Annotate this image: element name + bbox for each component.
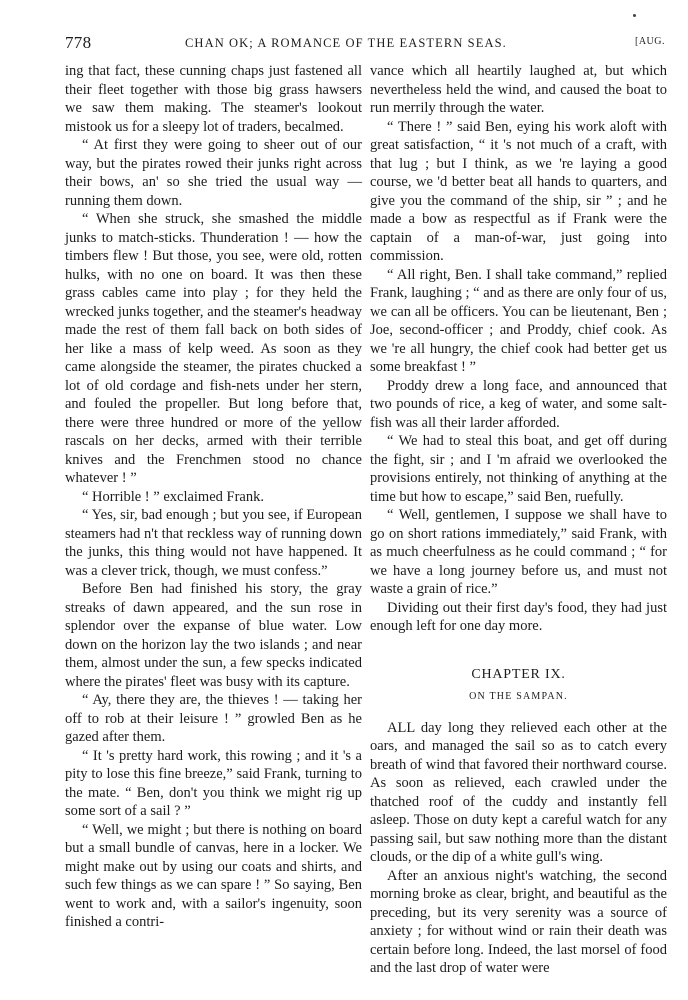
right-column — [370, 62, 667, 978]
chapter-subtitle: ON THE SAMPAN. — [469, 691, 568, 702]
paragraph: Dividing out their first day's food, they had just enough left for one day more. — [370, 599, 667, 634]
paragraph: vance which all heartily laughed at, but which nevertheless held the wind, and caused the boat to run merrily through the water. — [370, 63, 667, 116]
paragraph: ing that fact, these cunning chaps just fastened all their fleet together with those big grass hawsers we saw them making. The steamer's lookout mistook us for a sleepy lot of traders, becalmed. — [65, 63, 362, 135]
paragraph: “ Well, gentlemen, I suppose we shall have to go on short rations immediately,” said Frank, with as much cheerfulness as he could command ; “ for we have a long journey before us, and must not waste a grain of rice.” — [370, 507, 667, 597]
running-title: CHAN OK; A ROMANCE OF THE EASTERN SEAS. — [185, 36, 507, 50]
paragraph: “ There ! ” said Ben, eying his work aloft with great satisfaction, “ it 's not much of a craft, with that lug ; but I think, as we 're laying a good course, we 'd better beat all hands to quarters, and give you the command of the ship, sir ” ; and he made a bow as respectful as if Frank were the captain of a man-of-war, just going into commission. — [370, 118, 667, 264]
paragraph: After an anxious night's watching, the second morning broke as clear, bright, and beautiful as the preceding, but its very serenity was a source of anxiety ; for without wind or rain their death was certain before long. Indeed, the last morsel of food and the last drop of water were — [370, 867, 667, 976]
paragraph: “ When she struck, she smashed the middle junks to match-sticks. Thunderation ! — how the timbers flew ! But those, you see, were old, rotten hulks, with no one on board. It was then these grass cables came into play ; for they held the wrecked junks together, and the steamer's headway made the rest of them fall back on both sides of her like a mass of kelp weed. As soon as they came alongside the steamer, the pirates chucked a lot of old cordage and fish-nets under her stern, and fouled the propeller. But long before that, there were three hundred or more of the yellow rascals on her decks, armed with their terrible knives and the Frenchmen stood no chance whatever ! ” — [65, 211, 362, 486]
chapter-title: CHAPTER IX. — [471, 666, 566, 682]
paragraph: Proddy drew a long face, and announced that two pounds of rice, a keg of water, and some salt-fish was all their larder afforded. — [370, 377, 667, 431]
paragraph: “ Yes, sir, bad enough ; but you see, if European steamers had n't that reckless way of running down the junks, this thing would not have happened. It was a clever trick, though, we must confess.” — [65, 507, 362, 579]
paragraph: “ Ay, there they are, the thieves ! — taking her off to rob at their leisure ! ” growled Ben as he gazed after them. — [65, 692, 362, 745]
page-number: 778 — [65, 33, 92, 52]
paragraph: “ We had to steal this boat, and get off during the fight, sir ; and I 'm afraid we overlooked the provisions entirely, not thinking of anything at the time but how to escape,” said Ben, ruefully. — [370, 433, 667, 505]
left-column — [65, 62, 362, 932]
paragraph: “ Well, we might ; but there is nothing on board but a small bundle of canvas, here in a locker. We might make out by using our coats and shirts, and such few things as we can spare ! ” So saying, Ben went to work and, with a sailor's ingenuity, soon finished a contri- — [65, 821, 362, 930]
paragraph: Before Ben had finished his story, the gray streaks of dawn appeared, and the sun rose in splendor over the expanse of blue water. Low down on the horizon lay the two islands ; and near them, almost under the sun, a few specks indicated where the pirates' fleet was busy with its capture. — [65, 581, 362, 690]
paragraph: ALL day long they relieved each other at the oars, and managed the sail so as to catch every breath of wind that favored their northward course. As soon as relieved, each crawled under the thatched roof of the cuddy and instantly fell asleep. Those on duty kept a careful watch for any passing sail, but saw nothing more than the distant clouds, or the dip of a white gull's wing. — [370, 719, 667, 865]
paragraph: “ All right, Ben. I shall take command,” replied Frank, laughing ; “ and as there are only four of us, we can all be officers. You can be lieutenant, Ben ; Joe, second-officer ; and Proddy, chief cook. As we 're all hungry, the chief cook had better get us some breakfast ! ” — [370, 266, 667, 375]
running-header — [65, 33, 665, 55]
month-tag: [AUG. — [635, 36, 665, 47]
paragraph: “ Horrible ! ” exclaimed Frank. — [82, 488, 264, 505]
print-speck — [633, 14, 636, 17]
paragraph: “ It 's pretty hard work, this rowing ; and it 's a pity to lose this fine breeze,” said Frank, turning to the mate. “ Ben, don't you think we might rig up some sort of a sail ? ” — [65, 747, 362, 819]
paragraph: “ At first they were going to sheer out of our way, but the pirates rowed their junks right across their bows, an' so she tried the usual way — running them down. — [65, 137, 362, 209]
